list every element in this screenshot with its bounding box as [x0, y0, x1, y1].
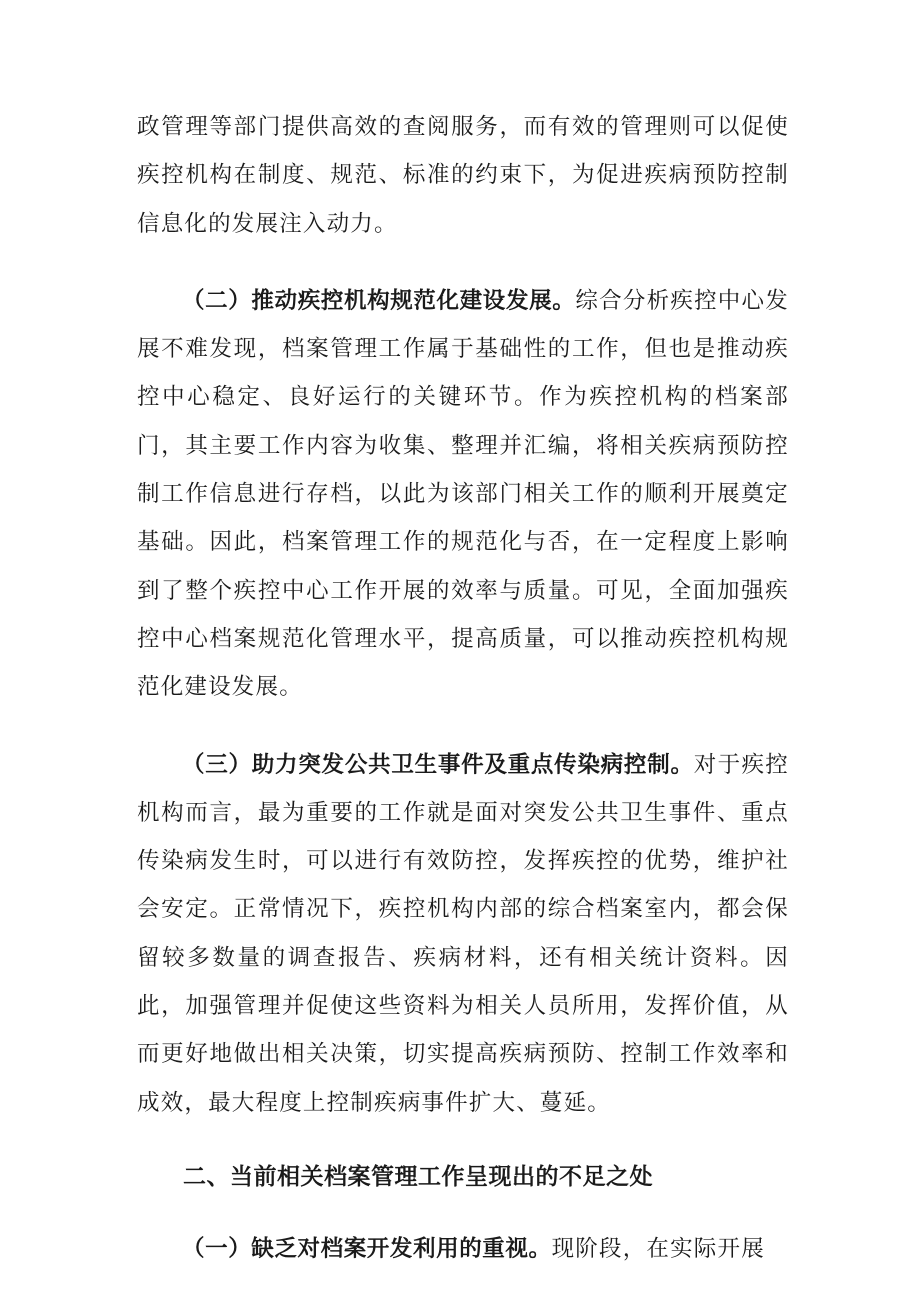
paragraph-subsection-1: [137, 1225, 789, 1273]
subsection-heading: （二）推动疾控机构规范化建设发展。: [182, 287, 576, 314]
paragraph-continuation: [137, 103, 789, 248]
paragraph-text: 对于疾控机构而言，最为重要的工作就是面对突发公共卫生事件、重点传染病发生时，可以进行有效防控，发挥疾控的优势，维护社会安定。正常情况下，疾控机构内部的综合档案室内，都会保留较多数量的调查报告、疾病材料，还有相关统计资料。因此，加强管理并促使这些资料为相关人员所用，发挥价值，从而更好地做出相关决策，切实提高疾病预防、控制工作效率和成效，最大程度上控制疾病事件扩大、蔓延。: [137, 751, 789, 1116]
paragraph-text: 综合分析疾控中心发展不难发现，档案管理工作属于基础性的工作，但也是推动疾控中心稳定、良好运行的关键环节。作为疾控机构的档案部门，其主要工作内容为收集、整理并汇编，将相关疾病预防控制工作信息进行存档，以此为该部门相关工作的顺利开展奠定基础。因此，档案管理工作的规范化与否，在一定程度上影响到了整个疾控中心工作开展的效率与质量。可见，全面加强疾控中心档案规范化管理水平，提高质量，可以推动疾控机构规范化建设发展。: [137, 287, 789, 701]
subsection-heading: （一）缺乏对档案开发利用的重视。: [182, 1235, 552, 1262]
section-title: 二、当前相关档案管理工作呈现出的不足之处: [183, 1163, 653, 1190]
paragraph-subsection-3: [137, 741, 789, 1127]
paragraph-subsection-2: [137, 277, 789, 712]
subsection-heading: （三）助力突发公共卫生事件及重点传染病控制。: [182, 751, 694, 778]
paragraph-text: 政管理等部门提供高效的查阅服务，而有效的管理则可以促使疾控机构在制度、规范、标准的约束下，为促进疾病预防控制信息化的发展注入动力。: [137, 114, 789, 237]
paragraph-text: 现阶段，在实际开展: [551, 1235, 765, 1262]
document-page: [137, 103, 789, 1273]
